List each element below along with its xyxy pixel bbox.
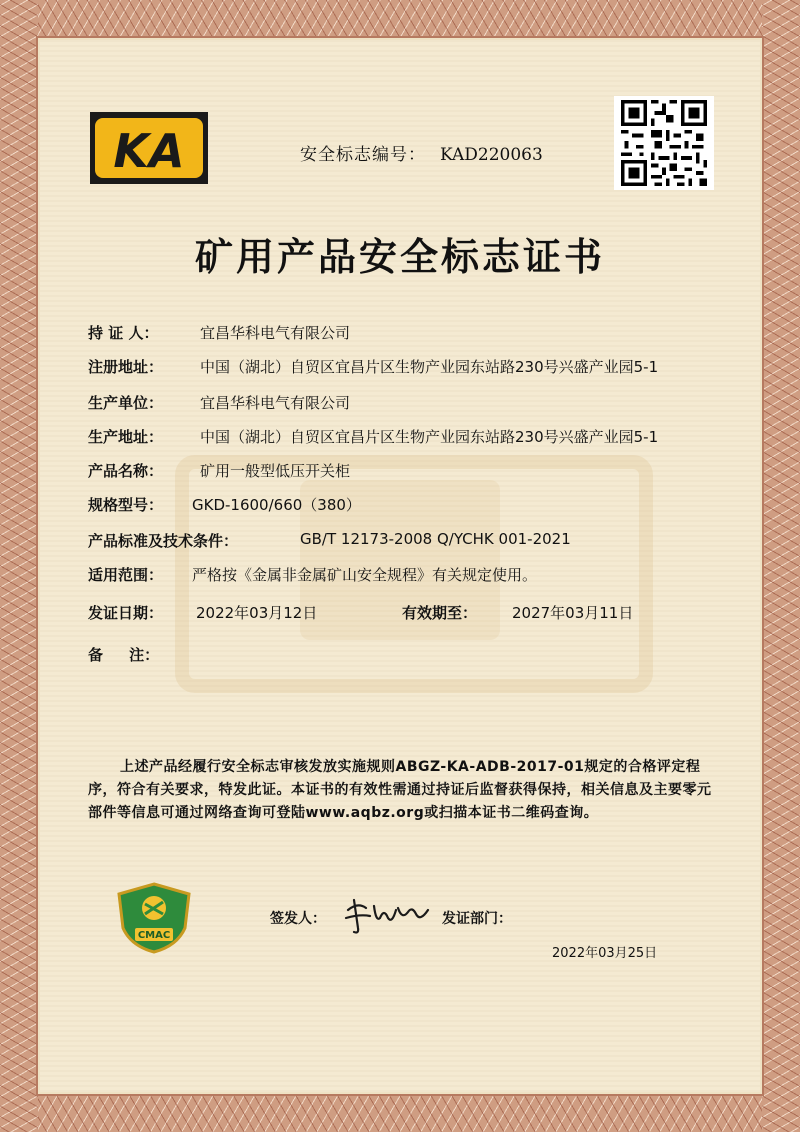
reg-address-label: 注册地址： (88, 358, 164, 376)
logo-text: KA (113, 124, 185, 178)
model-value: GKD-1600/660（380） (192, 496, 361, 514)
field-standard (88, 530, 571, 551)
field-manufacturer (88, 392, 351, 413)
certificate-title: 矿用产品安全标志证书 (194, 235, 605, 279)
valid-until-value: 2027年03月11日 (512, 604, 634, 622)
manufacturer-label: 生产单位： (88, 394, 164, 412)
prod-address-label: 生产地址： (88, 428, 164, 446)
field-reg-address (88, 356, 659, 377)
remarks-label: 备 注： (88, 646, 160, 664)
field-prod-address (88, 426, 659, 447)
field-issue-date (88, 602, 634, 623)
issue-date-value: 2022年03月12日 (196, 604, 318, 622)
badge-text: CMAC (137, 930, 171, 941)
serial-label: 安全标志编号： (300, 145, 426, 165)
scope-value: 严格按《金属非金属矿山安全规程》有关规定使用。 (192, 566, 538, 584)
holder-value: 宜昌华科电气有限公司 (200, 324, 351, 342)
footer-date: 2022年03月25日 (552, 946, 658, 961)
product-name-value: 矿用一般型低压开关柜 (200, 462, 351, 480)
qr-code-icon[interactable] (614, 96, 714, 190)
field-model (88, 494, 361, 515)
border-bottom (0, 1094, 800, 1132)
signer-label: 签发人： (270, 911, 326, 927)
reg-address-value: 中国（湖北）自贸区宜昌片区生物产业园东站路230号兴盛产业园5-1 (200, 358, 659, 376)
field-scope (88, 564, 538, 585)
field-product-name (88, 460, 351, 481)
product-name-label: 产品名称： (88, 462, 164, 480)
border-right (762, 0, 800, 1132)
serial-value: KAD220063 (440, 145, 543, 165)
cmac-badge-icon (115, 882, 193, 954)
ka-logo-icon (90, 112, 208, 184)
standard-value: GB/T 12173-2008 Q/YCHK 001-2021 (300, 530, 571, 548)
field-remarks (88, 644, 159, 665)
signature-icon (340, 888, 435, 938)
valid-until-label: 有效期至： (402, 604, 478, 622)
border-top (0, 0, 800, 38)
manufacturer-value: 宜昌华科电气有限公司 (200, 394, 351, 412)
field-holder (88, 322, 351, 343)
scope-label: 适用范围： (88, 566, 164, 584)
certification-statement: 上述产品经履行安全标志审核发放实施规则ABGZ-KA-ADB-2017-01规定的合格评定程序，符合有关要求，特发此证。本证书的有效性需通过持证后监督获得保持，相关信息及主要零元部件等信息可通过网络查询可登陆www.aqbz.org或扫描本证书二维码查询。 (88, 759, 712, 821)
issue-date-label: 发证日期： (88, 604, 164, 622)
prod-address-value: 中国（湖北）自贸区宜昌片区生物产业园东站路230号兴盛产业园5-1 (200, 428, 659, 446)
holder-label: 持 证 人： (88, 324, 159, 342)
serial-number (300, 140, 543, 165)
standard-label: 产品标准及技术条件： (88, 532, 239, 550)
issuer-label: 发证部门： (442, 911, 512, 927)
border-left (0, 0, 38, 1132)
model-label: 规格型号： (88, 496, 164, 514)
